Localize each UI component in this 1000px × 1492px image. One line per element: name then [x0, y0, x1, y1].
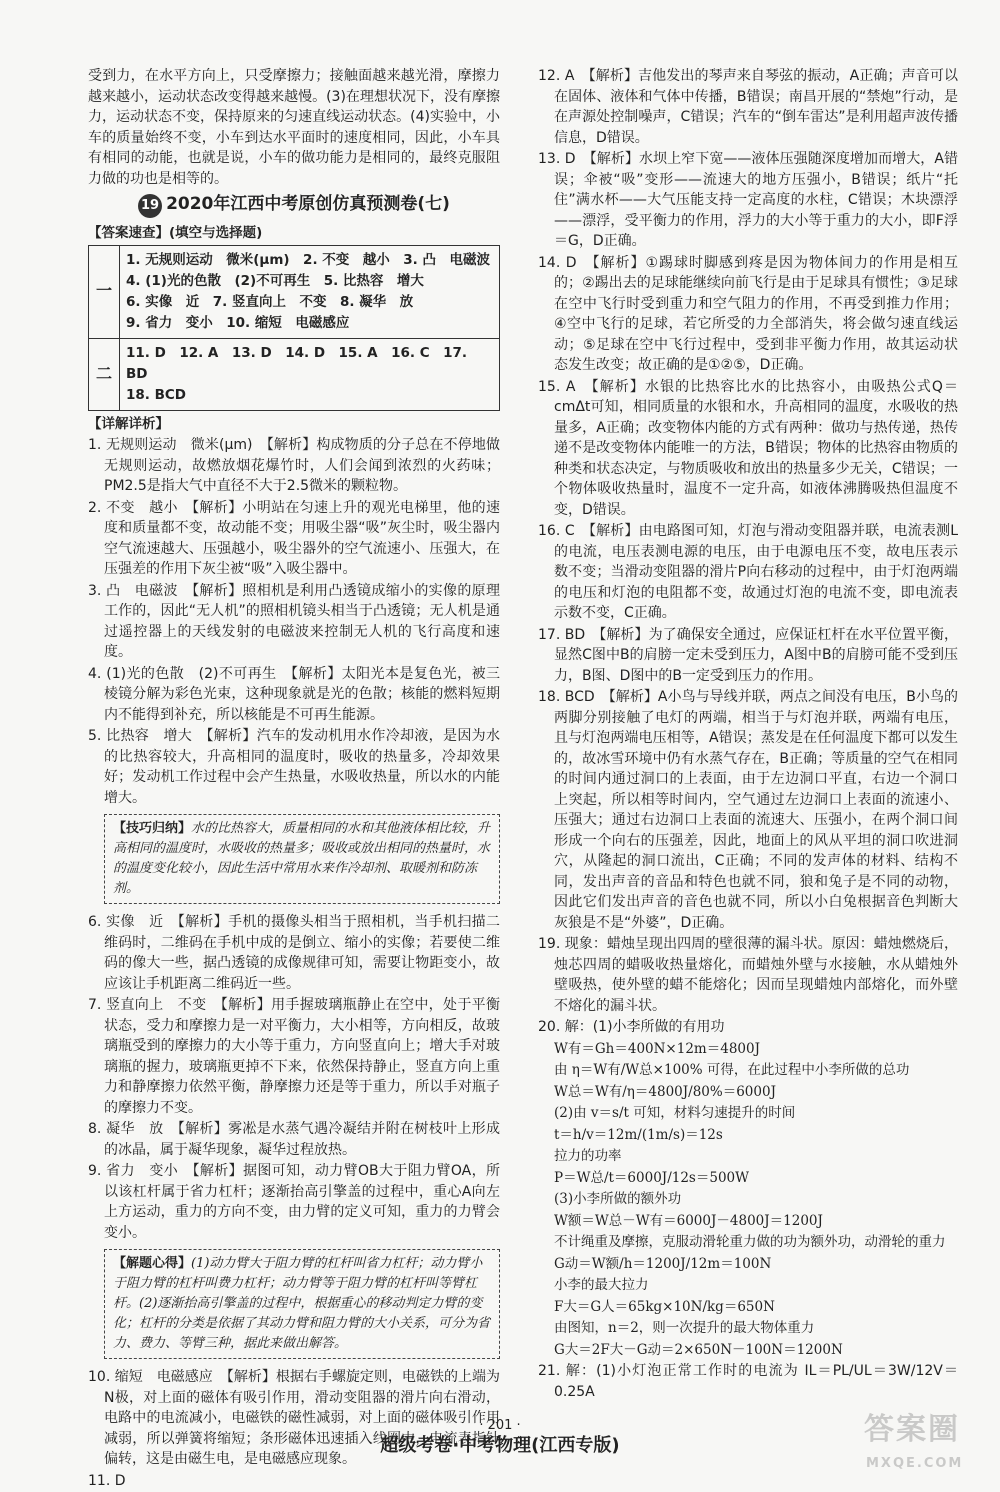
answer-row-label: 二: [89, 338, 120, 410]
explanation-item-2: 2. 不变 越小 【解析】小明站在匀速上升的观光电梯里，他的速度和质量都不变，故动能不变；用吸尘器“吸”灰尘时，吸尘器内空气流速越大、压强越小，吸尘器外的空气流速小、压强大，在压强差的作用下灰尘被“吸”入吸尘器中。: [88, 499, 500, 577]
answer-line: 1. 无规则运动 微米(μm) 2. 不变 越小 3. 凸 电磁波: [126, 251, 491, 268]
answer-row-content: [120, 338, 500, 410]
explanation-item-4: 4. (1)光的色散 (2)不可再生 【解析】太阳光本是复色光，被三棱镜分解为彩色光束，这种现象就是光的色散；核能的燃料短期内不能得到补充，所以核能是不可再生能源。: [88, 665, 500, 723]
explanation-item-16: 16. C 【解析】由电路图可知，灯泡与滑动变阻器并联，电流表测L的电流，电压表测电源的电压，由于电源电压不变，故电压表示数不变；当滑动变阻器的滑片P向右移动的过程中，由于灯泡两端的电压和灯泡的电阻都不变，故通过灯泡的电流不变，即电流表示数不变，C正确。: [538, 523, 958, 621]
explanation-item-17: 17. BD 【解析】为了确保安全通过，应保证杠杆在水平位置平衡，显然C图中B的肩膀一定未受到压力，A图中B的肩膀可能不受到压力，B图、D图中的B一定受到压力的作用。: [538, 626, 958, 684]
formula-line: 拉力的功率: [554, 1148, 622, 1164]
tip-text: (1)动力臂大于阻力臂的杠杆叫省力杠杆；动力臂小于阻力臂的杠杆叫费力杠杆；动力臂等于阻力臂的杠杆叫等臂杠杆。(2)逐渐抬高引擎盖的过程中，根据重心的移动判定力臂的变化；杠杆的分类是依据了其动力臂和阻力臂的大小关系，可分为省力、费力、等臂三种，据此来做出解答。: [113, 1256, 491, 1351]
answer-table: [88, 245, 500, 411]
explanation-item-12: 12. A 【解析】吉他发出的琴声来自琴弦的振动，A正确；声音可以在固体、液体和气体中传播，B错误；南昌开展的“禁炮”行动，是在声源处控制噪声，C错误；汽车的“倒车雷达”是利用超声波传播信息，D错误。: [538, 68, 958, 146]
explanation-item-9: 9. 省力 变小 【解析】据图可知，动力臂OB大于阻力臂OA，所以该杠杆属于省力杠杆；逐渐抬高引擎盖的过程中，重心A向左上方运动，重力的方向不变，由力臂的定义可知，重力的力臂会变小。: [88, 1163, 500, 1241]
tip-box-skill: [104, 814, 500, 904]
explanation-item-5: 5. 比热容 增大 【解析】汽车的发动机用水作冷却液，是因为水的比热容较大，升高相同的温度时，吸收的热量多，冷却效果好；发动机工作过程中会产生热量，水吸收热量，所以水的内能增大。: [88, 728, 500, 806]
formula-line: F大＝G人＝65kg×10N/kg＝650N: [554, 1298, 775, 1315]
explanation-item-15: 15. A 【解析】水银的比热容比水的比热容小，由吸热公式Q＝cmΔt可知，相同质量的水银和水，升高相同的温度，水吸收的热量多，A正确；改变物体内能的方式有两种：做功与热传递，热传递不是改变物体内能唯一的方法，B错误；物体的比热容由物质的种类和状态决定，与物质吸收和放出的热量多少无关，C错误；一个物体吸收热量时，温度不一定升高，如液体沸腾吸热但温度不变，D错误。: [538, 378, 958, 518]
answer-line: 6. 实像 近 7. 竖直向上 不变 8. 凝华 放: [126, 293, 414, 310]
formula-line: t＝h/v＝12m/(1m/s)＝12s: [554, 1126, 723, 1143]
formula-line: G大＝2F大－G动＝2×650N－100N＝1200N: [554, 1341, 843, 1358]
explanation-item-7: 7. 竖直向上 不变 【解析】用手握玻璃瓶静止在空中，处于平衡状态，受力和摩擦力是一对平衡力，大小相等，方向相反，故玻璃瓶受到的摩擦力的大小等于重力，方向竖直向上；增大手对玻璃瓶的握力，玻璃瓶更掉不下来，依然保持静止，竖直方向上重力和静摩擦力依然平衡，静摩擦力还是等于重力，所以手对瓶子的摩擦力不变。: [88, 997, 500, 1116]
answer-line: 11. D 12. A 13. D 14. D 15. A 16. C 17. BD: [126, 344, 468, 382]
answer-line: 18. BCD: [126, 386, 187, 403]
quick-answer-label: 【答案速查】(填空与选择题): [88, 225, 263, 241]
left-column: [88, 66, 500, 1492]
intro-block: [88, 66, 500, 189]
explanation-item-8: 8. 凝华 放 【解析】雾凇是水蒸气遇冷凝结并附在树枝叶上形成的冰晶，属于凝华现象，凝华过程放热。: [88, 1121, 500, 1158]
explanation-item-1: 1. 无规则运动 微米(μm) 【解析】构成物质的分子总在不停地做无规则运动，故燃放烟花爆竹时，人们会闻到浓烈的火药味；PM2.5是指大气中直径不大于2.5微米的颗粒物。: [88, 437, 500, 494]
watermark-logo-text: 答案圈: [864, 1412, 960, 1447]
section-title-text: 2020年江西中考原创仿真预测卷(七): [166, 194, 450, 214]
formula-line: 由 η＝W有/W总×100% 可得，在此过程中小李所做的总功: [554, 1062, 910, 1078]
book-title: 超级考卷·中考物理(江西专版): [380, 1435, 620, 1456]
tip-box-insight: [104, 1249, 500, 1359]
explanation-item-3: 3. 凸 电磁波 【解析】照相机是利用凸透镜成缩小的实像的原理工作的，因此“无人机”的照相机镜头相当于凸透镜；无人机是通过遥控器上的天线发射的电磁波来控制无人机的飞行高度和速度。: [88, 582, 500, 660]
page-number: · 201 ·: [479, 1418, 521, 1433]
answer-row-label: 一: [89, 245, 120, 338]
formula-line: 由图知，n＝2，则一次提升的最大物体重力: [554, 1320, 815, 1336]
formula-line: (2)由 v＝s/t 可知，材料匀速提升的时间: [554, 1105, 796, 1121]
explanation-item-18: 18. BCD 【解析】A小鸟与导线并联，两点之间没有电压，B小鸟的两脚分别接触了电灯的两端，相当于与灯泡并联，两端有电压，且与灯泡两端电压相等，A错误；蒸发是在任何温度下都可以发生的，故冰雪环境中仍有水蒸气存在，B正确；等质量的空气在相同的时间内通过洞口的上表面，由于左边洞口平直，右边一个洞口上突起，所以相等时间内，空气通过左边洞口上表面的流速小、压强大；通过右边洞口上表面的流速大、压强小，在两个洞口间形成一个向右的压强差，因此，地面上的风从平坦的洞口吹进洞穴，从隆起的洞口流出，C正确；不同的发声体的材料、结构不同，发出声音的音品和特色也就不同，狼和兔子是不同的动物，因此它们发出声音的音色也就不同，所以小白兔根据音色判断大灰狼是不是“外婆”，D正确。: [538, 689, 958, 931]
solution-20: [538, 1017, 958, 1360]
explanation-item-14: 14. D 【解析】①踢球时脚感到疼是因为物体间力的作用是相互的；②踢出去的足球能继续向前飞行是由于足球具有惯性；③足球在空中飞行时受到重力和空气阻力的作用，不再受到推力作用；④空中飞行的足球，若它所受的力全部消失，将会做匀速直线运动；⑤足球在空中飞行过程中，受到非平衡力作用，故其运动状态发生改变；故正确的是①②⑤，D正确。: [538, 254, 958, 373]
formula-line: (3)小李所做的额外功: [554, 1191, 682, 1207]
formula-line: W额＝W总－W有＝6000J－4800J＝1200J: [554, 1212, 823, 1229]
explanation-item-13: 13. D 【解析】水坝上窄下宽——液体压强随深度增加而增大，A错误；伞被“吸”变形——流速大的地方压强小，B错误；纸片“托住”满水杯——大气压能支持一定高度的水柱，C错误；木块漂浮——漂浮，受平衡力的作用，浮力的大小等于重力的大小，即F浮＝G，D正确。: [538, 151, 958, 249]
formula-line: W总＝W有/η＝4800J/80%＝6000J: [554, 1083, 776, 1100]
tip-title: 【技巧归纳】: [113, 821, 192, 836]
explanation-item-10: 10. 缩短 电磁感应 【解析】根据右手螺旋定则，电磁铁的上端为N极，对上面的磁体有吸引作用，滑动变阻器的滑片向右滑动，电路中的电流减小，电磁铁的磁性减弱，对上面的磁体吸引作用减弱，所以弹簧将缩短；条形磁体迅速插入线圈中，电流表指针偏转，这是由磁生电，是电磁感应现象。: [88, 1369, 500, 1467]
answer-row-content: [120, 245, 500, 338]
right-column: [538, 66, 958, 1403]
answer-line: 4. (1)光的色散 (2)不可再生 5. 比热容 增大: [126, 272, 424, 289]
explanation-item-11: 11. D: [88, 1472, 126, 1489]
formula-line: 不计绳重及摩擦，克服动滑轮重力做的功为额外功，动滑轮的重力: [554, 1234, 946, 1250]
explanation-item-19: 19. 现象：蜡烛呈现出四周的壁很薄的漏斗状。原因：蜡烛燃烧后，烛芯四周的蜡吸收热量熔化，而蜡烛外壁与水接触，水从蜡烛外壁吸热，使外壁的蜡不能熔化；因而呈现蜡烛内部熔化，而外壁不熔化的漏斗状。: [538, 936, 958, 1014]
formula-line: G动＝W额/h＝1200J/12m＝100N: [554, 1255, 772, 1272]
answer-row-2: [89, 338, 500, 410]
section-title: [88, 194, 500, 218]
solution-heading: 20. 解：(1)小李所做的有用功: [538, 1019, 725, 1035]
tip-text: 水的比热容大，质量相同的水和其他液体相比较，升高相同的温度时，水吸收的热量多；吸收或放出相同的热量时，水的温度变化较小，因此生活中常用水来作冷却剂、取暖剂和防冻剂。: [113, 821, 491, 896]
explanation-item-6: 6. 实像 近 【解析】手机的摄像头相当于照相机，当手机扫描二维码时，二维码在手机中成的是倒立、缩小的实像；若要使二维码的像大一些，据凸透镜的成像规律可知，需要让物距变小，故应该让手机距离二维码近一些。: [88, 914, 500, 992]
watermark-site-text: MXQE.COM: [866, 1456, 964, 1471]
watermark-logo: [858, 1412, 978, 1474]
section-number-badge: 19: [138, 194, 162, 218]
solution-21: 21. 解：(1)小灯泡正常工作时的电流为 IL＝PL/UL＝3W/12V＝0.25A: [538, 1363, 958, 1400]
detail-label: 【详解详析】: [88, 415, 169, 432]
formula-line: P＝W总/t＝6000J/12s＝500W: [554, 1169, 749, 1186]
intro-paragraph: 受到力，在水平方向上，只受摩擦力；接触面越来越光滑，摩擦力越来越小，运动状态改变得越来越慢。(3)在理想状况下，没有摩擦力，运动状态不变，保持原来的匀速直线运动状态。(4)实验中，小车的质量始终不变，小车到达水平面时的速度相同，因此，小车具有相同的动能，也就是说，小车的做功能力是相同的，最终克服阻力做的功也是相等的。: [88, 68, 500, 187]
formula-line: 小李的最大拉力: [554, 1277, 649, 1293]
answer-line: 9. 省力 变小 10. 缩短 电磁感应: [126, 314, 350, 331]
formula-line: W有＝Gh＝400N×12m＝4800J: [554, 1040, 760, 1057]
answer-row-1: [89, 245, 500, 338]
tip-title: 【解题心得】: [113, 1256, 192, 1271]
